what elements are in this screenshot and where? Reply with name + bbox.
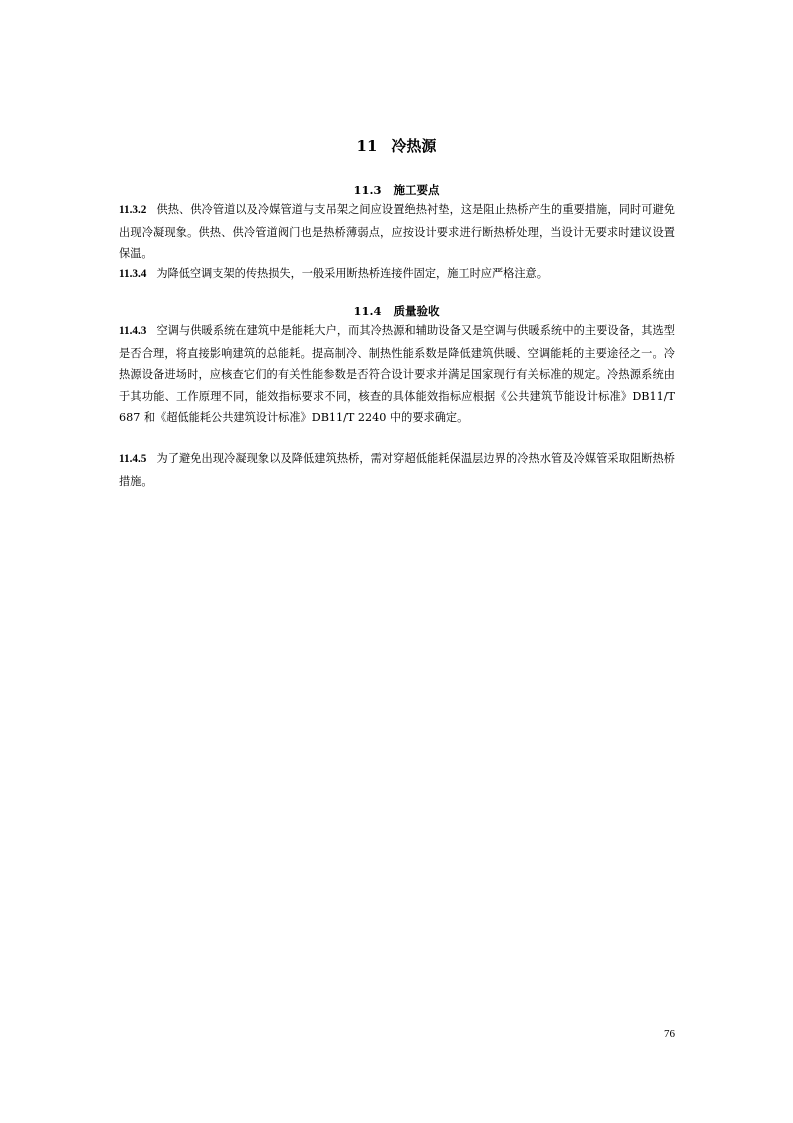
section-title: 施工要点 bbox=[393, 183, 440, 197]
clause-paragraph bbox=[119, 263, 675, 286]
section-heading bbox=[0, 182, 793, 198]
section-number: 11.3 bbox=[353, 183, 382, 197]
section-title: 质量验收 bbox=[393, 304, 440, 318]
chapter-number: 11 bbox=[356, 137, 378, 155]
section-heading bbox=[0, 303, 793, 319]
clause-paragraph bbox=[119, 320, 675, 429]
chapter-heading bbox=[0, 136, 793, 156]
clause-paragraph bbox=[119, 199, 675, 265]
clause-number: 11.3.2 bbox=[119, 204, 147, 216]
clause-text: 空调与供暖系统在建筑中是能耗大户，而其冷热源和辅助设备又是空调与供暖系统中的主要设备，其选型是否合理，将直接影响建筑的总能耗。提高制冷、制热性能系数是降低建筑供暖、空调能耗的主要途径之一。冷热源设备进场时，应核查它们的有关性能参数是否符合设计要求并满足国家现行有关标准的规定。冷热源系统由于其功能、工作原理不同，能效指标要求不同，核查的具体能效指标应根据《公共建筑节能设计标准》DB11/T 687 和《超低能耗公共建筑设计标准》DB11/T 2240 中的要求确定。 bbox=[119, 324, 675, 425]
chapter-title: 冷热源 bbox=[391, 137, 437, 155]
clause-number: 11.4.3 bbox=[119, 325, 147, 337]
section-number: 11.4 bbox=[353, 304, 382, 318]
page-number: 76 bbox=[664, 1028, 675, 1040]
clause-paragraph bbox=[119, 448, 675, 492]
clause-text: 供热、供冷管道以及冷媒管道与支吊架之间应设置绝热衬垫，这是阻止热桥产生的重要措施，同时可避免出现冷凝现象。供热、供冷管道阀门也是热桥薄弱点，应按设计要求进行断热桥处理，当设计无要求时建议设置保温。 bbox=[119, 203, 675, 261]
clause-number: 11.3.4 bbox=[119, 268, 147, 280]
clause-text: 为降低空调支架的传热损失，一般采用断热桥连接件固定，施工时应严格注意。 bbox=[156, 267, 548, 280]
clause-number: 11.4.5 bbox=[119, 453, 147, 465]
clause-text: 为了避免出现冷凝现象以及降低建筑热桥，需对穿超低能耗保温层边界的冷热水管及冷媒管采取阻断热桥措施。 bbox=[119, 452, 675, 488]
